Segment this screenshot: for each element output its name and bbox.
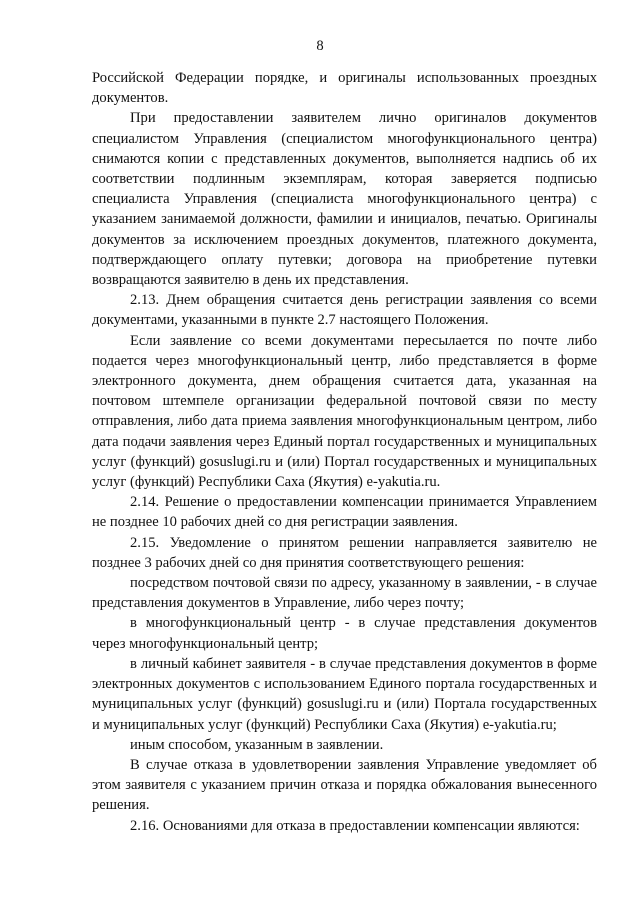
paragraph-refusal-notice: В случае отказа в удовлетворении заявления Управление уведомляет об этом заявителя с указанием причин отказа и порядка обжалования вынесенного решения. — [92, 756, 597, 814]
paragraph-other-method: иным способом, указанным в заявлении. — [130, 736, 384, 753]
paragraph-mfc-notice: в многофункциональный центр - в случае представления документов через многофункциональный центр; — [92, 615, 597, 652]
paragraph-2-15: 2.15. Уведомление о принятом решении направляется заявителю не позднее 3 рабочих дней со дня принятия соответствующего решения: — [92, 534, 597, 571]
paragraph-2-14: 2.14. Решение о предоставлении компенсации принимается Управлением не позднее 10 рабочих дней со дня регистрации заявления. — [92, 494, 597, 531]
paragraph-postal-notice: посредством почтовой связи по адресу, указанному в заявлении, - в случае представления документов в Управление, либо через почту; — [92, 575, 597, 612]
body-text — [92, 68, 597, 836]
paragraph-application-date: Если заявление со всеми документами пересылается по почте либо подается через многофункциональный центр, либо представляется в форме электронного документа, днем обращения считается дата, указанная на почтовом штемпеле организации федеральной почтовой связи по месту отправления, либо дата приема заявления многофункциональным центром, либо дата подачи заявления через Единый портал государственных и муниципальных услуг (функций) gosuslugi.ru и (или) Портал государственных и муниципальных услуг (функций) Республики Саха (Якутия) e-yakutia.ru. — [92, 332, 597, 491]
paragraph-originals-copies: При предоставлении заявителем лично оригиналов документов специалистом Управления (специалистом многофункционального центра) снимаются копии с представленных документов, выполняется надпись об их соответствии подлинным экземплярам, которая заверяется подписью специалиста Управления (специалиста многофункционального центра) с указанием занимаемой должности, фамилии и инициалов, печатью. Оригиналы документов за исключением проездных документов, платежного документа, подтверждающего оплату путевки; договора на приобретение путевки возвращаются заявителю в день их представления. — [92, 110, 597, 289]
paragraph-2-16: 2.16. Основаниями для отказа в предоставлении компенсации являются: — [130, 817, 580, 834]
paragraph-continuation: Российской Федерации порядке, и оригиналы использованных проездных документов. — [92, 70, 597, 107]
page-number: 8 — [316, 38, 324, 54]
paragraph-2-13: 2.13. Днем обращения считается день регистрации заявления со всеми документами, указанными в пункте 2.7 настоящего Положения. — [92, 292, 597, 329]
paragraph-cabinet-notice: в личный кабинет заявителя - в случае представления документов в форме электронных документов с использованием Единого портала государственных и муниципальных услуг (функций) gosuslugi.ru и (или) Портала государственных и муниципальных услуг (функций) Республики Саха (Якутия) e-yakutia.ru; — [92, 655, 597, 733]
